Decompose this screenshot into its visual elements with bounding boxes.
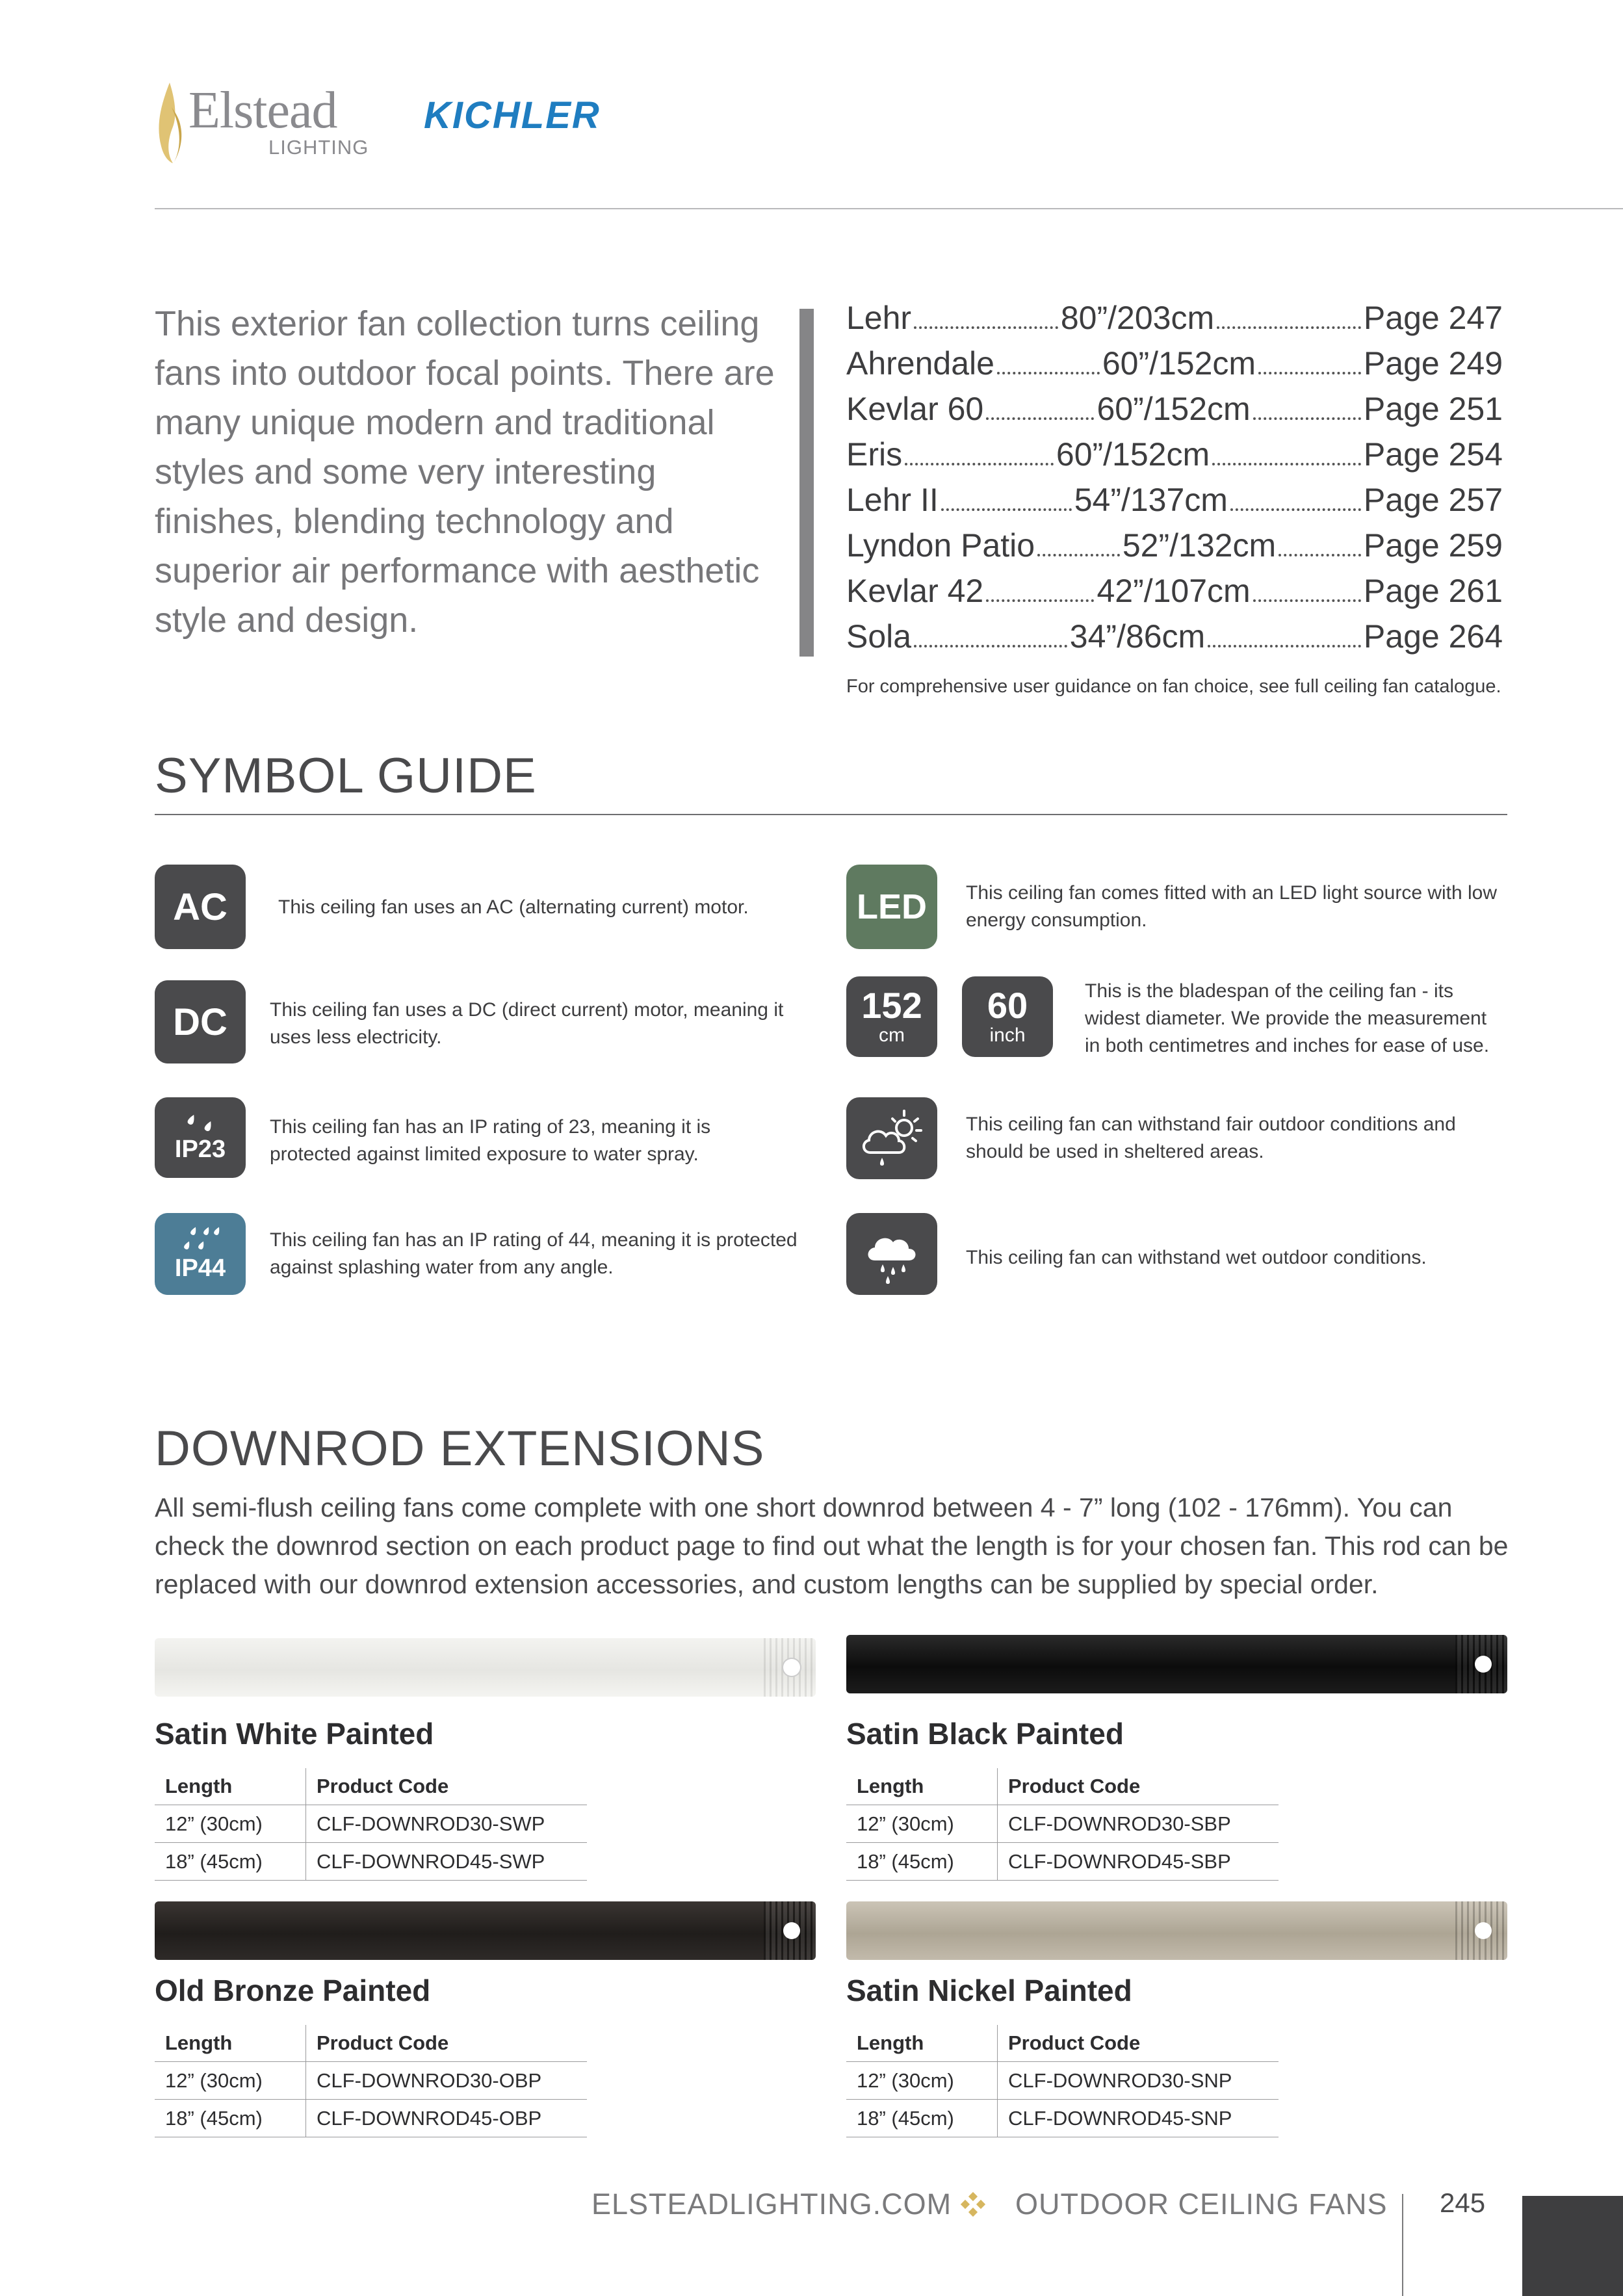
product-code-table	[846, 1768, 1279, 1881]
table-row[interactable]	[155, 2062, 587, 2100]
product-code-table	[846, 2025, 1279, 2137]
length-cell: 12” (30cm)	[846, 2062, 998, 2100]
toc-fan-size: 60”/152cm	[1097, 391, 1251, 427]
fair-conditions-description: This ceiling fan can withstand fair outdoor conditions and should be used in sheltered areas.	[966, 1114, 1456, 1162]
cloud-sun-rain-icon	[856, 1106, 928, 1171]
toc-row[interactable]	[846, 436, 1503, 481]
toc-fan-name: Lehr II	[846, 482, 939, 518]
footer-site-link[interactable]: ELSTEADLIGHTING.COM	[591, 2187, 952, 2221]
toc-row[interactable]	[846, 572, 1503, 618]
toc-fan-size: 34”/86cm	[1069, 618, 1206, 655]
toc-row[interactable]	[846, 299, 1503, 345]
length-cell: 12” (30cm)	[846, 1805, 998, 1843]
toc-fan-name: Ahrendale	[846, 345, 994, 382]
brand-subtitle: LIGHTING	[268, 136, 369, 159]
toc-fan-size: 60”/152cm	[1056, 436, 1210, 473]
ip44-description: This ceiling fan has an IP rating of 44, meaning it is protected against splashing water from any angle.	[270, 1229, 798, 1278]
toc-fan-name: Sola	[846, 618, 912, 655]
column-header-length: Length	[155, 1768, 306, 1805]
column-header-code: Product Code	[306, 2025, 588, 2062]
finish-name: Old Bronze Painted	[155, 1974, 431, 2007]
kichler-logo[interactable]: KICHLER	[424, 94, 601, 137]
table-row[interactable]	[846, 2100, 1279, 2137]
ip44-badge: IP44	[155, 1213, 246, 1295]
toc-row[interactable]	[846, 527, 1503, 572]
downrod-image-satin-black	[846, 1635, 1507, 1693]
table-row[interactable]	[846, 1843, 1279, 1881]
water-splash-icon	[174, 1225, 226, 1254]
table-row[interactable]	[155, 1805, 587, 1843]
header-divider	[155, 208, 1623, 209]
bladespan-cm-badge: 152 cm	[846, 976, 937, 1057]
table-row[interactable]	[846, 2062, 1279, 2100]
finish-name: Satin Nickel Painted	[846, 1974, 1132, 2007]
toc-fan-size: 60”/152cm	[1102, 345, 1256, 382]
product-code-table	[155, 1768, 587, 1881]
code-cell: CLF-DOWNROD45-SNP	[998, 2100, 1279, 2137]
toc-fan-name: Eris	[846, 436, 903, 473]
table-row[interactable]	[155, 2100, 587, 2137]
toc-page: Page 251	[1363, 391, 1503, 427]
column-header-code: Product Code	[306, 1768, 588, 1805]
footer-tab-block	[1522, 2196, 1623, 2296]
product-code-table	[155, 2025, 587, 2137]
toc-fan-name: Kevlar 42	[846, 573, 984, 609]
rain-cloud-icon	[859, 1221, 924, 1286]
water-drops-icon	[181, 1112, 220, 1135]
fair-conditions-badge	[846, 1097, 937, 1179]
footer-section-title: OUTDOOR CEILING FANS	[1015, 2187, 1388, 2221]
code-cell: CLF-DOWNROD45-SBP	[998, 1843, 1279, 1881]
column-header-length: Length	[155, 2025, 306, 2062]
length-cell: 18” (45cm)	[155, 1843, 306, 1881]
downrod-title: DOWNROD EXTENSIONS	[155, 1421, 765, 1476]
finish-name: Satin Black Painted	[846, 1717, 1124, 1751]
column-header-length: Length	[846, 1768, 998, 1805]
toc-fan-name: Lyndon Patio	[846, 527, 1035, 564]
ac-badge: AC	[155, 865, 246, 949]
bladespan-inch-badge: 60 inch	[962, 976, 1053, 1057]
dc-description: This ceiling fan uses a DC (direct current) motor, meaning it uses less electricity.	[270, 999, 784, 1048]
flame-icon	[155, 81, 185, 166]
code-cell: CLF-DOWNROD30-SBP	[998, 1805, 1279, 1843]
toc-page: Page 259	[1363, 527, 1503, 564]
toc-accent-bar	[799, 309, 814, 657]
ac-description: This ceiling fan uses an AC (alternating current) motor.	[278, 896, 749, 918]
toc-fan-name: Lehr	[846, 300, 912, 336]
toc-note: For comprehensive user guidance on fan choice, see full ceiling fan catalogue.	[846, 676, 1501, 697]
code-cell: CLF-DOWNROD45-SWP	[306, 1843, 588, 1881]
toc-page: Page 247	[1363, 300, 1503, 336]
symbol-guide-title: SYMBOL GUIDE	[155, 748, 537, 803]
toc-fan-size: 42”/107cm	[1097, 573, 1251, 609]
length-cell: 12” (30cm)	[155, 2062, 306, 2100]
table-header-row	[846, 2025, 1279, 2062]
length-cell: 18” (45cm)	[846, 1843, 998, 1881]
downrod-image-satin-nickel	[846, 1901, 1507, 1960]
column-header-code: Product Code	[998, 1768, 1279, 1805]
fan-index	[846, 299, 1503, 663]
code-cell: CLF-DOWNROD30-SNP	[998, 2062, 1279, 2100]
toc-row[interactable]	[846, 481, 1503, 527]
toc-fan-size: 80”/203cm	[1060, 300, 1215, 336]
column-header-code: Product Code	[998, 2025, 1279, 2062]
wet-conditions-badge	[846, 1213, 937, 1295]
toc-page: Page 257	[1363, 482, 1503, 518]
diamond-ornament-icon	[961, 2192, 987, 2218]
page-number: 245	[1440, 2187, 1486, 2218]
length-cell: 12” (30cm)	[155, 1805, 306, 1843]
brand-name: Elstead	[188, 82, 337, 139]
toc-fan-size: 52”/132cm	[1122, 527, 1277, 564]
footer-divider	[1402, 2194, 1403, 2296]
table-row[interactable]	[846, 1805, 1279, 1843]
table-header-row	[155, 1768, 587, 1805]
toc-page: Page 264	[1363, 618, 1503, 655]
code-cell: CLF-DOWNROD30-SWP	[306, 1805, 588, 1843]
code-cell: CLF-DOWNROD30-OBP	[306, 2062, 588, 2100]
toc-fan-name: Kevlar 60	[846, 391, 984, 427]
symbol-guide-divider	[155, 814, 1507, 815]
length-cell: 18” (45cm)	[846, 2100, 998, 2137]
toc-page: Page 261	[1363, 573, 1503, 609]
dc-badge: DC	[155, 980, 246, 1063]
intro-text: This exterior fan collection turns ceiling fans into outdoor focal points. There are many unique modern and traditional styles and some very interesting finishes, blending technology and superior air performance with aesthetic style and design.	[155, 304, 775, 640]
column-header-length: Length	[846, 2025, 998, 2062]
wet-conditions-description: This ceiling fan can withstand wet outdoor conditions.	[966, 1247, 1427, 1268]
led-badge: LED	[846, 865, 937, 949]
elstead-logo[interactable]	[155, 81, 376, 166]
toc-row[interactable]	[846, 618, 1503, 663]
toc-page: Page 249	[1363, 345, 1503, 382]
toc-page: Page 254	[1363, 436, 1503, 473]
ip23-badge: IP23	[155, 1097, 246, 1178]
toc-row[interactable]	[846, 345, 1503, 390]
finish-name: Satin White Painted	[155, 1717, 434, 1751]
ip23-description: This ceiling fan has an IP rating of 23, meaning it is protected against limited exposure to water spray.	[270, 1116, 711, 1165]
bladespan-description: This is the bladespan of the ceiling fan - its widest diameter. We provide the measurement in both centimetres and inches for ease of use.	[1085, 980, 1490, 1056]
downrod-description: All semi-flush ceiling fans come complete with one short downrod between 4 - 7” long (102 - 176mm). You can check the downrod section on each product page to find out what the length is for your chosen fan. This rod can be replaced with our downrod extension accessories, and custom lengths can be supplied by special order.	[155, 1493, 1509, 1599]
table-header-row	[155, 2025, 587, 2062]
toc-fan-size: 54”/137cm	[1074, 482, 1228, 518]
led-description: This ceiling fan comes fitted with an LED light source with low energy consumption.	[966, 882, 1498, 931]
table-row[interactable]	[155, 1843, 587, 1881]
code-cell: CLF-DOWNROD45-OBP	[306, 2100, 588, 2137]
downrod-image-satin-white	[155, 1638, 816, 1697]
downrod-image-old-bronze	[155, 1901, 816, 1960]
table-header-row	[846, 1768, 1279, 1805]
length-cell: 18” (45cm)	[155, 2100, 306, 2137]
toc-row[interactable]	[846, 390, 1503, 436]
